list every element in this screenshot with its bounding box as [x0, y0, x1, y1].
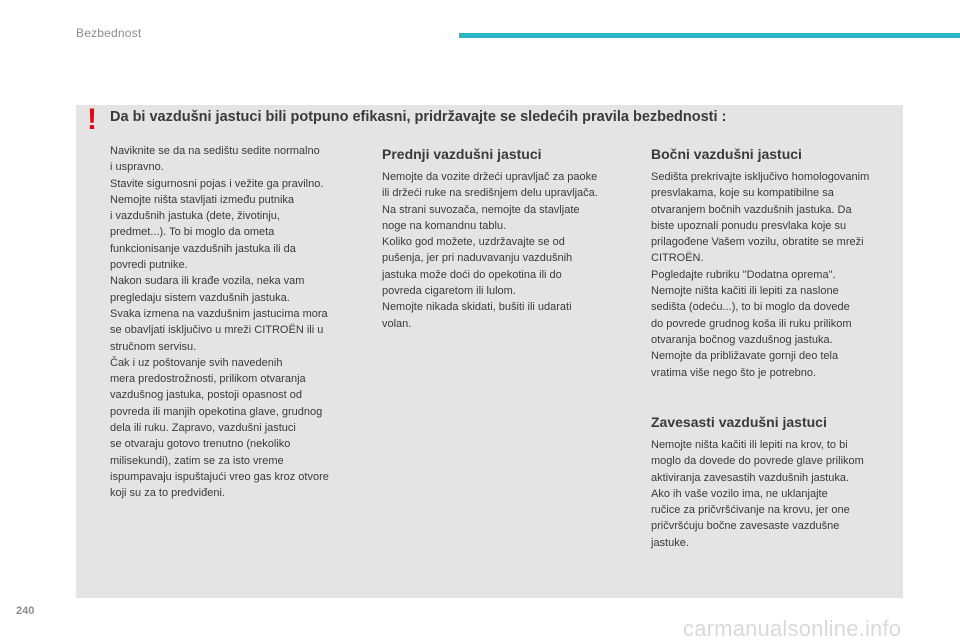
section-title: Bezbednost: [76, 26, 142, 40]
text-line: sedišta (odeću...), to bi moglo da dovede: [651, 301, 850, 314]
text-line: do povrede grudnog koša ili ruku prilikom: [651, 317, 852, 330]
watermark: carmanualsonline.info: [683, 616, 902, 641]
header-accent-bar: [459, 33, 960, 38]
side-airbags-section: [651, 145, 901, 381]
text-line: aktiviranja zavesastih vazdušnih jastuka.: [651, 471, 850, 484]
text-line: se otvaraju gotovo trenutno (nekoliko: [110, 438, 291, 451]
text-line: Nemojte ništa kačiti ili lepiti za naslone: [651, 285, 839, 298]
text-line: Ako ih vaše vozilo ima, ne uklanjajte: [651, 487, 828, 500]
text-line: Nemojte ništa kačiti ili lepiti na krov, to bi: [651, 439, 848, 451]
text-line: koji su za to predviđeni.: [110, 487, 225, 500]
page-number: 240: [16, 605, 35, 617]
text-line: Nakon sudara ili krađe vozila, neka vam: [110, 275, 305, 288]
text-line: povredi putnike.: [110, 259, 188, 272]
text-line: Nemojte da približavate gornji deo tela: [651, 350, 839, 363]
text-line: otvaranja bočnog vazdušnog jastuka.: [651, 333, 833, 346]
text-line: predmet...). To bi moglo da ometa: [110, 226, 275, 239]
text-line: Čak i uz poštovanje svih navedenih: [110, 356, 283, 369]
text-line: Na strani suvozača, nemojte da stavljate: [382, 203, 580, 216]
text-line: vazdušnog jastuka, postoji opasnost od: [110, 389, 303, 402]
text-line: CITROËN.: [651, 252, 704, 265]
general-rules-text: [110, 143, 362, 502]
text-line: pregledaju sistem vazdušnih jastuka.: [110, 291, 290, 304]
text-line: Nemojte ništa stavljati između putnika: [110, 193, 295, 206]
text-line: prilagođene Vašem vozilu, obratite se mreži: [651, 236, 864, 249]
warning-headline: Da bi vazdušni jastuci bili potpuno efikasni, pridržavajte se sledećih pravila bezbednosti :: [110, 109, 727, 125]
text-line: Pogledajte rubriku "Dodatna oprema".: [651, 268, 836, 281]
text-line: volan.: [382, 317, 412, 330]
text-line: povreda ili manjih opekotina glave, grudnog: [110, 405, 323, 418]
text-line: i uspravno.: [110, 161, 164, 174]
text-line: Nemojte da vozite držeći upravljač za paoke: [382, 171, 598, 183]
text-line: ili držeći ruke na središnjem delu upravljača.: [382, 187, 598, 200]
text-line: vratima više nego što je potrebno.: [651, 366, 817, 379]
text-line: Naviknite se da na sedištu sedite normalno: [110, 145, 320, 157]
text-line: jastuka može doći do opekotina ili do: [382, 268, 562, 281]
text-line: funkcionisanje vazdušnih jastuka ili da: [110, 242, 296, 255]
side-airbags-heading: Bočni vazdušni jastuci: [651, 146, 802, 162]
text-line: presvlakama, koje su kompatibilne sa: [651, 187, 834, 200]
text-line: Sedišta prekrivajte isključivo homologovanim: [651, 171, 870, 183]
text-line: pušenja, jer pri naduvavanju vazdušnih: [382, 252, 573, 265]
text-line: Koliko god možete, uzdržavajte se od: [382, 236, 565, 249]
text-line: pričvršćuju bočne zavesaste vazdušne: [651, 520, 840, 533]
front-airbags-heading: Prednji vazdušni jastuci: [382, 146, 542, 162]
text-line: stručnom servisu.: [110, 340, 197, 353]
curtain-airbags-heading: Zavesasti vazdušni jastuci: [651, 414, 827, 430]
text-line: milisekundi), zatim se za isto vreme: [110, 454, 284, 467]
text-line: se obavljati isključivo u mreži CITROËN ili u: [110, 324, 324, 337]
exclamation-icon: !: [87, 103, 97, 136]
text-line: povreda cigaretom ili lulom.: [382, 285, 516, 298]
text-line: mera predostrožnosti, prilikom otvaranja: [110, 373, 306, 386]
text-line: dela ili ruku. Zapravo, vazdušni jastuci: [110, 422, 296, 435]
front-airbags-section: [382, 145, 632, 332]
text-line: Stavite sigurnosni pojas i vežite ga pravilno.: [110, 177, 324, 190]
text-line: noge na komandnu tablu.: [382, 219, 507, 232]
text-line: Svaka izmena na vazdušnim jastucima mora: [110, 307, 328, 320]
text-line: Nemojte nikada skidati, bušiti ili udarati: [382, 301, 572, 314]
text-line: i vazdušnih jastuka (dete, životinju,: [110, 210, 280, 223]
curtain-airbags-section: [651, 413, 901, 551]
text-line: jastuke.: [651, 536, 689, 549]
text-line: moglo da dovede do povrede glave prilikom: [651, 455, 864, 468]
text-line: otvaranjem bočnih vazdušnih jastuka. Da: [651, 203, 852, 216]
text-line: ručice za pričvršćivanje na krovu, jer one: [651, 504, 850, 517]
text-line: biste upoznali ponudu presvlaka koje su: [651, 219, 847, 232]
text-line: ispumpavaju ispuštajući vreo gas kroz otvore: [110, 470, 329, 483]
